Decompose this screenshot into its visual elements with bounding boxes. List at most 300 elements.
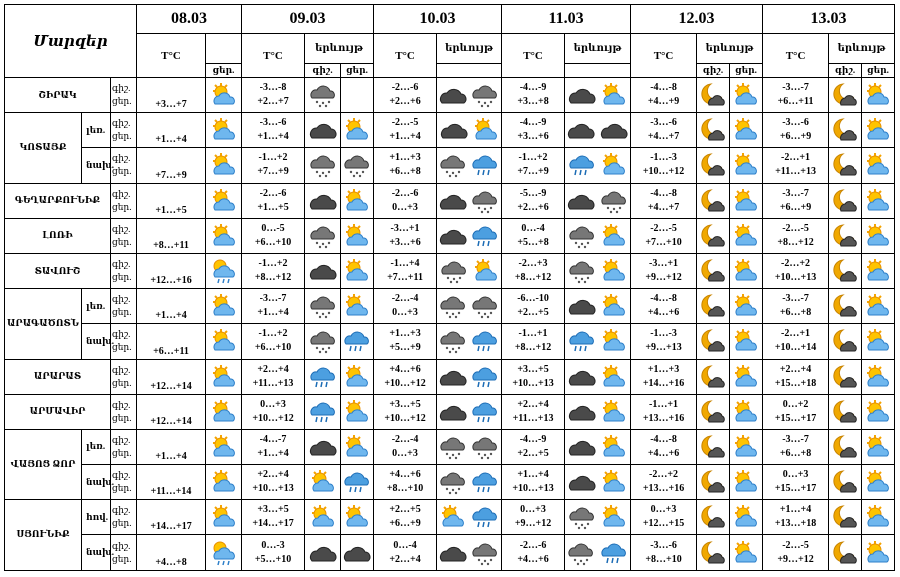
- night-temp: -2…-4: [391, 433, 419, 445]
- night-weather-cell: [697, 148, 730, 183]
- period-labels: [111, 253, 137, 288]
- night-weather-cell: [305, 289, 341, 324]
- day-temp: +4…+6: [517, 553, 549, 565]
- night-temp: 0…+3: [782, 469, 809, 481]
- day-label: ցեր.: [112, 553, 132, 564]
- sun-cloud-rain-icon: [206, 258, 241, 284]
- date-header: 11.03: [502, 5, 631, 34]
- day-label: ցեր.: [112, 201, 132, 212]
- night-weather-cell: [305, 324, 341, 359]
- night-weather-cell: [697, 500, 730, 535]
- period-labels: [111, 535, 137, 570]
- temp-header: T°C: [242, 34, 305, 78]
- night-label: գիշ.: [112, 294, 131, 305]
- sun-cloud-icon: [862, 504, 894, 530]
- sun-cloud-icon: [341, 188, 373, 214]
- temp-cell: [374, 500, 437, 535]
- night-temp: 0…+2: [782, 398, 809, 410]
- night-temp: -1…-3: [650, 328, 677, 340]
- day-weather-cell: [341, 113, 374, 148]
- sun-cloud-icon: [206, 152, 241, 178]
- day-weather-cell: [341, 148, 374, 183]
- table-row: [5, 324, 895, 359]
- sun-cloud-icon: [341, 504, 373, 530]
- sun-cloud-icon: [206, 82, 241, 108]
- night-temp: +1…+4: [779, 504, 812, 516]
- sun-cloud-icon: [730, 152, 762, 178]
- temp-cell: [502, 289, 565, 324]
- day-temp: +11…+14: [137, 465, 206, 500]
- night-temp: -1…+4: [390, 258, 420, 270]
- night-weather-cell: [305, 183, 341, 218]
- sun-cloud-icon: [730, 399, 762, 425]
- day-weather-cell: [730, 429, 763, 464]
- moon-cloud-icon: [829, 152, 861, 178]
- night-weather-cell: [697, 218, 730, 253]
- temp-cell: [242, 78, 305, 113]
- temp-cell: [631, 183, 697, 218]
- day-temp: +4…+6: [647, 307, 680, 319]
- temp-cell: [502, 500, 565, 535]
- dark-cloud-icon: [439, 118, 469, 142]
- day-temp: +5…+9: [389, 342, 421, 354]
- night-temp: -3…-6: [650, 539, 677, 551]
- night-temp: 0…-3: [261, 539, 285, 551]
- weather-cell: [206, 465, 242, 500]
- day-weather-cell: [730, 78, 763, 113]
- day-temp: +10…+13: [512, 483, 554, 495]
- table-row: [5, 253, 895, 288]
- rain-cloud-icon: [470, 223, 500, 249]
- sun-cloud-icon: [862, 223, 894, 249]
- temp-header: T°C: [137, 34, 206, 78]
- day-weather-cell: [862, 218, 895, 253]
- day-weather-cell: [862, 289, 895, 324]
- dark-cloud-icon: [567, 435, 597, 459]
- night-weather-cell: [305, 148, 341, 183]
- day-weather-cell: [341, 500, 374, 535]
- night-temp: -2…-5: [391, 117, 419, 129]
- weather-cell: [437, 253, 502, 288]
- night-subheader: գիշ.: [305, 64, 341, 78]
- dark-cloud-icon: [305, 259, 340, 283]
- sun-cloud-icon: [862, 152, 894, 178]
- snow-cloud-icon: [567, 223, 597, 249]
- day-weather-cell: [341, 289, 374, 324]
- day-temp: +15…+17: [774, 412, 817, 424]
- rain-cloud-icon: [470, 469, 500, 495]
- dark-cloud-icon: [305, 118, 340, 142]
- weather-cell: [206, 218, 242, 253]
- sun-cloud-icon: [472, 258, 500, 284]
- night-weather-cell: [305, 359, 341, 394]
- day-temp: +7…+9: [257, 166, 289, 178]
- temp-cell: [631, 253, 697, 288]
- day-weather-cell: [730, 394, 763, 429]
- temp-cell: [242, 429, 305, 464]
- day-temp: +10…+13: [512, 377, 554, 389]
- rain-cloud-icon: [305, 364, 340, 390]
- region-name: ՇԻՐԱԿ: [5, 78, 111, 113]
- zone-name: լեռ.: [82, 113, 111, 148]
- night-weather-cell: [829, 218, 862, 253]
- weather-cell: [565, 359, 631, 394]
- region-name: ՎԱՅՈՑ ՁՈՐ: [5, 429, 82, 499]
- sun-cloud-icon: [730, 293, 762, 319]
- table-row: [5, 183, 895, 218]
- day-weather-cell: [862, 148, 895, 183]
- sun-cloud-icon: [730, 504, 762, 530]
- night-temp: -3…-7: [782, 433, 809, 445]
- dark-cloud-icon: [438, 224, 468, 248]
- night-label: գիշ.: [112, 83, 131, 94]
- night-temp: -2…+3: [518, 258, 548, 270]
- day-temp: +2…+4: [389, 553, 421, 565]
- day-weather-cell: [341, 429, 374, 464]
- sun-cloud-icon: [862, 399, 894, 425]
- table-row: [5, 500, 895, 535]
- snow-cloud-icon: [305, 152, 340, 178]
- table-row: [5, 113, 895, 148]
- moon-cloud-icon: [697, 223, 729, 249]
- table-row: [5, 359, 895, 394]
- day-temp: +12…+14: [137, 394, 206, 429]
- night-temp: -1…+1: [649, 398, 679, 410]
- day-temp: +12…+15: [642, 518, 685, 530]
- night-temp: -2…+2: [649, 469, 679, 481]
- sun-cloud-icon: [862, 258, 894, 284]
- weather-header: [206, 34, 242, 64]
- night-weather-cell: [697, 324, 730, 359]
- weather-cell: [437, 429, 502, 464]
- moon-cloud-icon: [697, 504, 729, 530]
- dark-cloud-icon: [438, 189, 468, 213]
- day-temp: 0…+3: [392, 307, 418, 319]
- weather-cell: [437, 535, 502, 570]
- date-header: 10.03: [374, 5, 502, 34]
- temp-cell: [631, 324, 697, 359]
- sun-cloud-icon: [472, 117, 500, 143]
- temp-cell: [502, 218, 565, 253]
- sun-cloud-icon: [206, 188, 241, 214]
- period-labels: [111, 429, 137, 464]
- day-weather-cell: [862, 359, 895, 394]
- day-weather-cell: [862, 113, 895, 148]
- sun-cloud-icon: [730, 188, 762, 214]
- temp-cell: [631, 429, 697, 464]
- day-weather-cell: [341, 535, 374, 570]
- snow-cloud-icon: [470, 293, 500, 319]
- temp-cell: [242, 113, 305, 148]
- sun-cloud-icon: [600, 258, 628, 284]
- table-row: [5, 465, 895, 500]
- weather-cell: [565, 535, 631, 570]
- day-temp: +4…+8: [137, 535, 206, 570]
- temp-cell: [374, 148, 437, 183]
- snow-cloud-icon: [470, 540, 500, 566]
- night-temp: -1…+2: [258, 258, 288, 270]
- temp-cell: [763, 289, 829, 324]
- night-temp: -2…-6: [519, 539, 547, 551]
- sun-cloud-icon: [206, 364, 241, 390]
- snow-cloud-icon: [341, 152, 373, 178]
- sun-cloud-icon: [341, 117, 373, 143]
- temp-cell: [763, 394, 829, 429]
- sun-cloud-icon: [439, 504, 467, 530]
- sun-cloud-icon: [862, 364, 894, 390]
- period-labels: [111, 324, 137, 359]
- region-name: ԱՐԱԳԱԾՈՏՆ: [5, 289, 82, 359]
- weather-cell: [206, 535, 242, 570]
- night-temp: -1…+2: [258, 152, 288, 164]
- day-temp: +7…+9: [137, 148, 206, 183]
- sun-cloud-icon: [341, 364, 373, 390]
- night-temp: -2…-5: [650, 222, 677, 234]
- night-weather-cell: [697, 359, 730, 394]
- temp-cell: [631, 289, 697, 324]
- day-weather-cell: [862, 535, 895, 570]
- date-header: 13.03: [763, 5, 895, 34]
- weather-cell: [206, 78, 242, 113]
- sun-cloud-icon: [600, 434, 628, 460]
- snow-cloud-icon: [438, 328, 468, 354]
- dark-cloud-icon: [305, 541, 340, 565]
- dark-cloud-icon: [438, 541, 468, 565]
- night-weather-cell: [697, 465, 730, 500]
- moon-cloud-icon: [697, 434, 729, 460]
- night-weather-cell: [305, 465, 341, 500]
- night-temp: -4…-7: [259, 433, 287, 445]
- dark-cloud-icon: [567, 294, 597, 318]
- sun-cloud-icon: [730, 223, 762, 249]
- sun-cloud-icon: [600, 399, 628, 425]
- day-temp: 0…+3: [392, 201, 418, 213]
- temp-cell: [502, 78, 565, 113]
- moon-cloud-icon: [829, 82, 861, 108]
- temp-cell: [502, 113, 565, 148]
- day-temp: +8…+12: [254, 272, 292, 284]
- temp-cell: [374, 324, 437, 359]
- night-temp: -4…-9: [519, 117, 547, 129]
- rain-cloud-icon: [470, 364, 500, 390]
- day-temp: +9…+12: [514, 518, 552, 530]
- temp-header: T°C: [502, 34, 565, 78]
- table-row: [5, 78, 895, 113]
- moon-cloud-icon: [697, 293, 729, 319]
- night-weather-cell: [829, 148, 862, 183]
- day-temp: +10…+14: [774, 342, 817, 354]
- rain-cloud-icon: [567, 152, 597, 178]
- day-weather-cell: [341, 183, 374, 218]
- sun-cloud-icon: [862, 469, 894, 495]
- night-weather-cell: [305, 218, 341, 253]
- night-temp: -2…-6: [391, 187, 419, 199]
- moon-cloud-icon: [829, 328, 861, 354]
- moon-cloud-icon: [697, 399, 729, 425]
- temp-cell: [374, 535, 437, 570]
- dark-cloud-icon: [438, 365, 468, 389]
- sun-cloud-icon: [862, 434, 894, 460]
- day-temp: +15…+17: [774, 483, 817, 495]
- day-label: ցեր.: [112, 412, 132, 423]
- period-labels: [111, 78, 137, 113]
- table-row: [5, 429, 895, 464]
- weather-cell: [565, 148, 631, 183]
- weather-cell: [206, 289, 242, 324]
- night-temp: -4…-9: [519, 82, 547, 94]
- temp-cell: [374, 465, 437, 500]
- temp-cell: [631, 394, 697, 429]
- day-temp: +13…+16: [642, 483, 685, 495]
- day-weather-cell: [862, 183, 895, 218]
- night-weather-cell: [697, 183, 730, 218]
- temp-cell: [374, 78, 437, 113]
- day-weather-cell: [730, 218, 763, 253]
- day-label: ցեր.: [112, 236, 132, 247]
- day-temp: +6…+8: [779, 447, 812, 459]
- temp-cell: [374, 113, 437, 148]
- night-temp: 0…-5: [261, 222, 285, 234]
- moon-cloud-icon: [829, 504, 861, 530]
- sun-cloud-icon: [206, 223, 241, 249]
- table-row: [5, 218, 895, 253]
- day-temp: +1…+4: [137, 289, 206, 324]
- temp-cell: [242, 218, 305, 253]
- weather-cell: [437, 394, 502, 429]
- night-temp: +2…+4: [257, 363, 289, 375]
- temp-cell: [502, 183, 565, 218]
- day-label: ցեր.: [112, 377, 132, 388]
- snow-cloud-icon: [567, 504, 597, 530]
- snow-cloud-icon: [305, 82, 340, 108]
- night-temp: -3…+1: [390, 222, 420, 234]
- day-weather-cell: [862, 253, 895, 288]
- day-weather-cell: [862, 429, 895, 464]
- night-weather-cell: [829, 289, 862, 324]
- snow-cloud-icon: [438, 152, 468, 178]
- day-temp: +4…+9: [647, 96, 680, 108]
- temp-cell: [374, 183, 437, 218]
- sun-cloud-icon: [206, 399, 241, 425]
- day-temp: +3…+6: [517, 131, 549, 143]
- night-temp: -4…-9: [519, 433, 547, 445]
- sun-cloud-icon: [730, 434, 762, 460]
- weather-cell: [565, 289, 631, 324]
- moon-cloud-icon: [697, 258, 729, 284]
- period-labels: [111, 394, 137, 429]
- weather-header: երևույթ: [565, 34, 631, 64]
- day-temp: +6…+11: [137, 324, 206, 359]
- period-labels: [111, 359, 137, 394]
- temp-cell: [374, 218, 437, 253]
- snow-cloud-icon: [438, 434, 468, 460]
- sun-cloud-icon: [730, 117, 762, 143]
- region-name: ԿՈՏԱՅՔ: [5, 113, 82, 183]
- rain-cloud-icon: [470, 328, 500, 354]
- day-temp: +5…+10: [254, 553, 292, 565]
- snow-cloud-icon: [305, 293, 340, 319]
- weather-cell: [437, 218, 502, 253]
- day-temp: +8…+12: [777, 236, 814, 248]
- snow-cloud-icon: [470, 82, 500, 108]
- day-weather-cell: [730, 465, 763, 500]
- weather-cell: [565, 500, 631, 535]
- night-weather-cell: [697, 289, 730, 324]
- temp-header: T°C: [374, 34, 437, 78]
- day-subheader: ցեր.: [730, 64, 763, 78]
- temp-cell: [763, 148, 829, 183]
- weather-cell: [437, 183, 502, 218]
- region-name: ՏԱՎՈՒՇ: [5, 253, 111, 288]
- day-temp: +6…+10: [254, 342, 292, 354]
- day-weather-cell: [862, 324, 895, 359]
- temp-cell: [502, 148, 565, 183]
- day-weather-cell: [862, 500, 895, 535]
- region-name: ԱՐԱՐԱՏ: [5, 359, 111, 394]
- night-temp: -2…+1: [781, 152, 811, 164]
- day-temp: +4…+7: [647, 131, 680, 143]
- temp-cell: [374, 394, 437, 429]
- temp-cell: [502, 253, 565, 288]
- night-temp: -1…+1: [518, 328, 548, 340]
- day-weather-cell: [730, 500, 763, 535]
- snow-cloud-icon: [305, 328, 340, 354]
- day-temp: +1…+5: [257, 201, 289, 213]
- day-label: ցեր.: [112, 307, 132, 318]
- day-temp: +10…+12: [252, 412, 294, 424]
- night-temp: -5…-9: [519, 187, 547, 199]
- dark-cloud-icon: [305, 189, 340, 213]
- sun-cloud-icon: [305, 504, 340, 530]
- day-temp: +5…+8: [517, 236, 549, 248]
- day-temp: +6…+10: [254, 236, 292, 248]
- sun-cloud-icon: [730, 469, 762, 495]
- temp-header: T°C: [763, 34, 829, 78]
- snow-cloud-icon: [599, 188, 629, 214]
- sun-cloud-icon: [305, 469, 340, 495]
- day-weather-cell: [730, 359, 763, 394]
- night-label: գիշ.: [112, 470, 131, 481]
- snow-cloud-icon: [439, 258, 469, 284]
- night-temp: -3…+1: [649, 258, 679, 270]
- temp-cell: [763, 324, 829, 359]
- temp-cell: [502, 394, 565, 429]
- night-label: գիշ.: [112, 153, 131, 164]
- temp-cell: [242, 289, 305, 324]
- rain-cloud-icon: [305, 399, 340, 425]
- night-temp: -2…-5: [782, 222, 809, 234]
- period-labels: [111, 148, 137, 183]
- weather-cell: [437, 324, 502, 359]
- night-temp: -3…-7: [782, 187, 809, 199]
- sun-cloud-icon: [206, 117, 241, 143]
- region-name: ԼՈՌԻ: [5, 218, 111, 253]
- sun-cloud-icon: [862, 328, 894, 354]
- day-temp: +12…+16: [137, 253, 206, 288]
- sun-cloud-icon: [730, 82, 762, 108]
- sun-cloud-icon: [600, 152, 628, 178]
- moon-cloud-icon: [829, 223, 861, 249]
- day-temp: +14…+16: [642, 377, 685, 389]
- temp-cell: [242, 465, 305, 500]
- day-temp: +1…+4: [389, 131, 421, 143]
- weather-cell: [565, 218, 631, 253]
- day-weather-cell: [730, 253, 763, 288]
- dark-cloud-icon: [566, 189, 596, 213]
- night-weather-cell: [305, 113, 341, 148]
- night-temp: +4…+6: [389, 469, 421, 481]
- sun-cloud-icon: [600, 223, 628, 249]
